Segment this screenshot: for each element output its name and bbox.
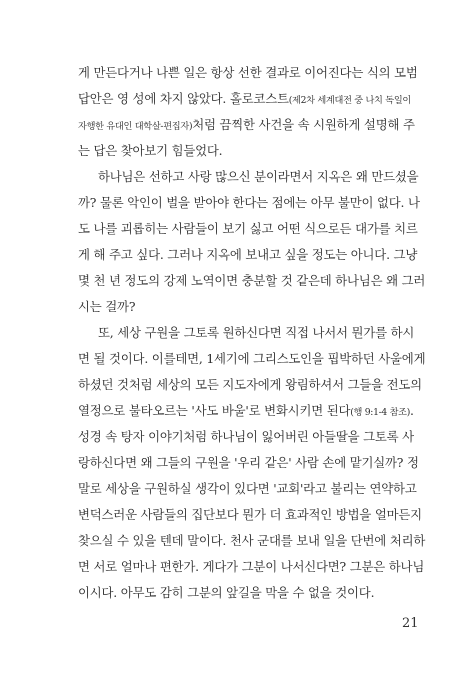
text-line: 게 만든다거나 나쁜 일은 항상 선한 결과로 이어진다는 식의 모범 — [78, 65, 418, 80]
text-line: 하셨던 것처럼 세상의 모든 지도자에게 왕림하셔서 그들을 전도의 — [78, 377, 422, 392]
text-line: 변덕스러운 사람들의 집단보다 뭔가 더 효과적인 방법을 얼마든지 — [78, 507, 422, 522]
text-line: 이시다. 아무도 감히 그분의 앞길을 막을 수 없을 것이다. — [78, 585, 375, 600]
page-number: 21 — [402, 616, 419, 631]
text-line: 찾으실 수 있을 텐데 말이다. 천사 군대를 보내 일을 단번에 처리하 — [78, 533, 426, 548]
text-line: 답안은 영 성에 차지 않았다. 홀로코스트(제2차 세계대전 중 나치 독일이 — [78, 91, 411, 106]
editor-note: 자행한 유대인 대학살-편집자) — [78, 121, 193, 132]
text-line: 랑하신다면 왜 그들의 구원을 '우리 같은' 사람 손에 맡기실까? 정 — [78, 455, 419, 470]
editor-note: (제2차 세계대전 중 나치 독일이 — [288, 95, 411, 106]
text-line: 말로 세상을 구원하실 생각이 있다면 '교회'라고 불리는 연약하고 — [78, 481, 417, 496]
text-line: 면 될 것이다. 이를테면, 1세기에 그리스도인을 핍박하던 사울에게 — [78, 351, 426, 366]
text-line: 시는 걸까? — [78, 299, 136, 314]
paragraph-start-line: 하나님은 선하고 사랑 많으신 분이라면서 지옥은 왜 만드셨을 — [98, 169, 419, 184]
text-line: 도 나를 괴롭히는 사람들이 보기 싫고 어떤 식으로든 대가를 치르 — [78, 221, 418, 236]
text-line: 자행한 유대인 대학살-편집자)처럼 끔찍한 사건을 속 시원하게 설명해 주 — [78, 117, 415, 132]
text-line: 성경 속 탕자 이야기처럼 하나님이 잃어버린 아들딸을 그토록 사 — [78, 429, 414, 444]
text-line: 면 서로 얼마나 편한가. 게다가 그분이 나서신다면? 그분은 하나님 — [78, 559, 425, 574]
text-line: 까? 물론 악인이 벌을 받아야 한다는 점에는 아무 불만이 없다. 나 — [78, 195, 420, 210]
text-line: 게 해 주고 싶다. 그러나 지옥에 보내고 싶을 정도는 아니다. 그냥 — [78, 247, 418, 262]
scripture-reference: (행 9:1-4 참조) — [350, 407, 411, 418]
text-line: 몇 천 년 정도의 강제 노역이면 충분할 것 같은데 하나님은 왜 그러 — [78, 273, 426, 288]
text-line: 는 답은 찾아보기 힘들었다. — [78, 143, 223, 158]
paragraph-start-line: 또, 세상 구원을 그토록 원하신다면 직접 나서서 뭔가를 하시 — [98, 325, 415, 340]
text-line: 열정으로 불타오르는 '사도 바울'로 변화시키면 된다(행 9:1-4 참조). — [78, 403, 414, 418]
